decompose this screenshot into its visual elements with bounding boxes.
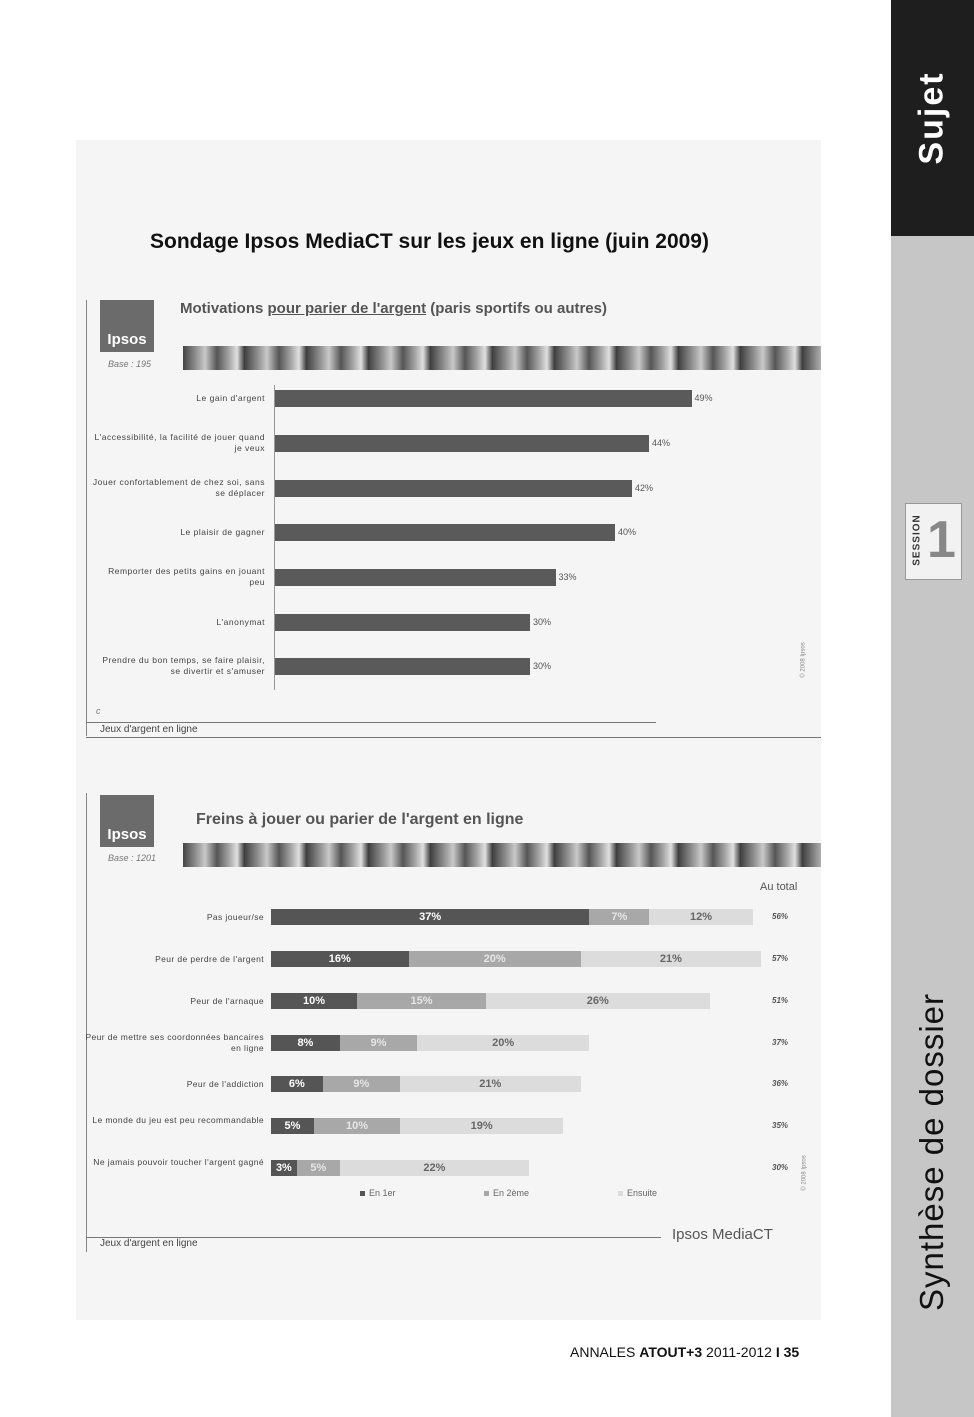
chart2-segment-3: 21%: [581, 951, 762, 967]
chart2-segment-3: 19%: [400, 1118, 563, 1134]
chart2-segment-1: 5%: [271, 1118, 314, 1134]
chart1-bar: [275, 658, 530, 675]
panel2-left-border: [86, 793, 87, 1252]
chart1-category-label: Le plaisir de gagner: [180, 527, 265, 537]
ipsos-logo: Ipsos: [100, 300, 154, 352]
chart1-value-label: 30%: [533, 661, 552, 671]
chart2-segment-1: 3%: [271, 1160, 297, 1176]
chart2-segment-1: 37%: [271, 909, 589, 925]
chart1-copyright: © 2008 Ipsos: [800, 642, 807, 678]
panel1-left-border: [86, 300, 87, 736]
total-header: Au total: [760, 881, 798, 893]
chart2-segment-1: 10%: [271, 993, 357, 1009]
chart2-segment-2: 10%: [314, 1118, 400, 1134]
chart2-category-label: Peur de perdre de l'argent: [155, 954, 264, 964]
chart1-bar: [275, 614, 530, 631]
chart2-category-label: Peur de l'arnaque: [190, 996, 264, 1006]
chart1-corner-mark: c: [96, 706, 101, 716]
chart2-category-label: Peur de l'addiction: [186, 1079, 264, 1089]
photo-strip: [183, 346, 821, 370]
chart1-value-label: 33%: [558, 572, 577, 582]
chart2-category-label: Peur de mettre ses coordonnées bancaires en ligne: [85, 1032, 264, 1053]
chart2-copyright: © 2008 Ipsos: [801, 1155, 808, 1191]
photo-strip-2: [183, 843, 821, 867]
chart2-total: 30%: [772, 1163, 789, 1172]
legend-item-1: En 1er: [360, 1188, 396, 1198]
chart2-total: 51%: [772, 996, 789, 1005]
chart1-value-label: 44%: [652, 438, 671, 448]
chart2-segment-3: 22%: [340, 1160, 529, 1176]
chart1-category-label: Prendre du bon temps, se faire plaisir, se divertir et s'amuser: [102, 655, 265, 676]
chart2-total: 37%: [772, 1038, 789, 1047]
chart1-category-label: L'accessibilité, la facilité de jouer quand je veux: [94, 432, 265, 453]
chart2-brand: Ipsos MediaCT: [672, 1226, 773, 1243]
chart2-segment-1: 8%: [271, 1035, 340, 1051]
section-label: Sujet: [912, 71, 951, 165]
chart2-segment-3: 26%: [486, 993, 710, 1009]
chart2-segment-3: 12%: [649, 909, 752, 925]
session-number: 1: [927, 511, 956, 569]
chart1-value-label: 42%: [635, 483, 654, 493]
chart2-segment-1: 6%: [271, 1076, 323, 1092]
chart1-category-label: Remporter des petits gains en jouant peu: [108, 566, 265, 587]
chapter-title: Synthèse de dossier: [913, 992, 950, 1312]
chart2-total: 56%: [772, 912, 789, 921]
chart1-bar: [275, 390, 692, 407]
chart2-total: 57%: [772, 954, 789, 963]
session-word: SESSION: [911, 514, 923, 566]
panel1-bottom-border: [86, 737, 821, 738]
chart2-segment-2: 9%: [323, 1076, 400, 1092]
chart1-bar: [275, 524, 615, 541]
legend-item-3: Ensuite: [618, 1188, 657, 1198]
chart2-segment-1: 16%: [271, 951, 409, 967]
chart2-base: Base : 1201: [108, 853, 157, 863]
ipsos-logo-2: Ipsos: [100, 795, 154, 847]
chart2-segment-2: 20%: [409, 951, 581, 967]
chart2-category-label: Ne jamais pouvoir toucher l'argent gagné: [93, 1157, 264, 1167]
chart2-total: 35%: [772, 1121, 789, 1130]
document-title: Sondage Ipsos MediaCT sur les jeux en ligne (juin 2009): [150, 230, 709, 253]
page-footer: ANNALES ATOUT+3 2011-2012 I 35: [570, 1344, 800, 1360]
chart1-value-label: 40%: [618, 527, 637, 537]
chart1-category-label: Le gain d'argent: [196, 393, 265, 403]
legend-item-2: En 2ème: [484, 1188, 529, 1198]
chart2-segment-3: 20%: [417, 1035, 589, 1051]
chart2-total: 36%: [772, 1079, 789, 1088]
chart1-bar: [275, 435, 649, 452]
chart2-segment-2: 9%: [340, 1035, 417, 1051]
chart2-segment-2: 7%: [589, 909, 649, 925]
chart2-segment-2: 5%: [297, 1160, 340, 1176]
chart1-title: Motivations pour parier de l'argent (paris sportifs ou autres): [180, 300, 607, 317]
chart2-category-label: Le monde du jeu est peu recommandable: [92, 1115, 264, 1125]
chart1-base: Base : 195: [108, 359, 152, 369]
panel1-divider: [86, 722, 656, 723]
chart1-value-label: 49%: [694, 393, 713, 403]
chart1-category-label: Jouer confortablement de chez soi, sans se déplacer: [92, 477, 265, 498]
chart1-value-label: 30%: [533, 617, 552, 627]
chart2-footer: Jeux d'argent en ligne: [100, 1238, 198, 1249]
chart1-bar: [275, 480, 632, 497]
chart1-bar: [275, 569, 556, 586]
chart1-category-label: L'anonymat: [216, 617, 265, 627]
chart2-category-label: Pas joueur/se: [206, 912, 264, 922]
chart2-segment-2: 15%: [357, 993, 486, 1009]
chart2-title: Freins à jouer ou parier de l'argent en ligne: [196, 811, 524, 828]
chart1-footer: Jeux d'argent en ligne: [100, 724, 198, 735]
chart2-segment-3: 21%: [400, 1076, 581, 1092]
